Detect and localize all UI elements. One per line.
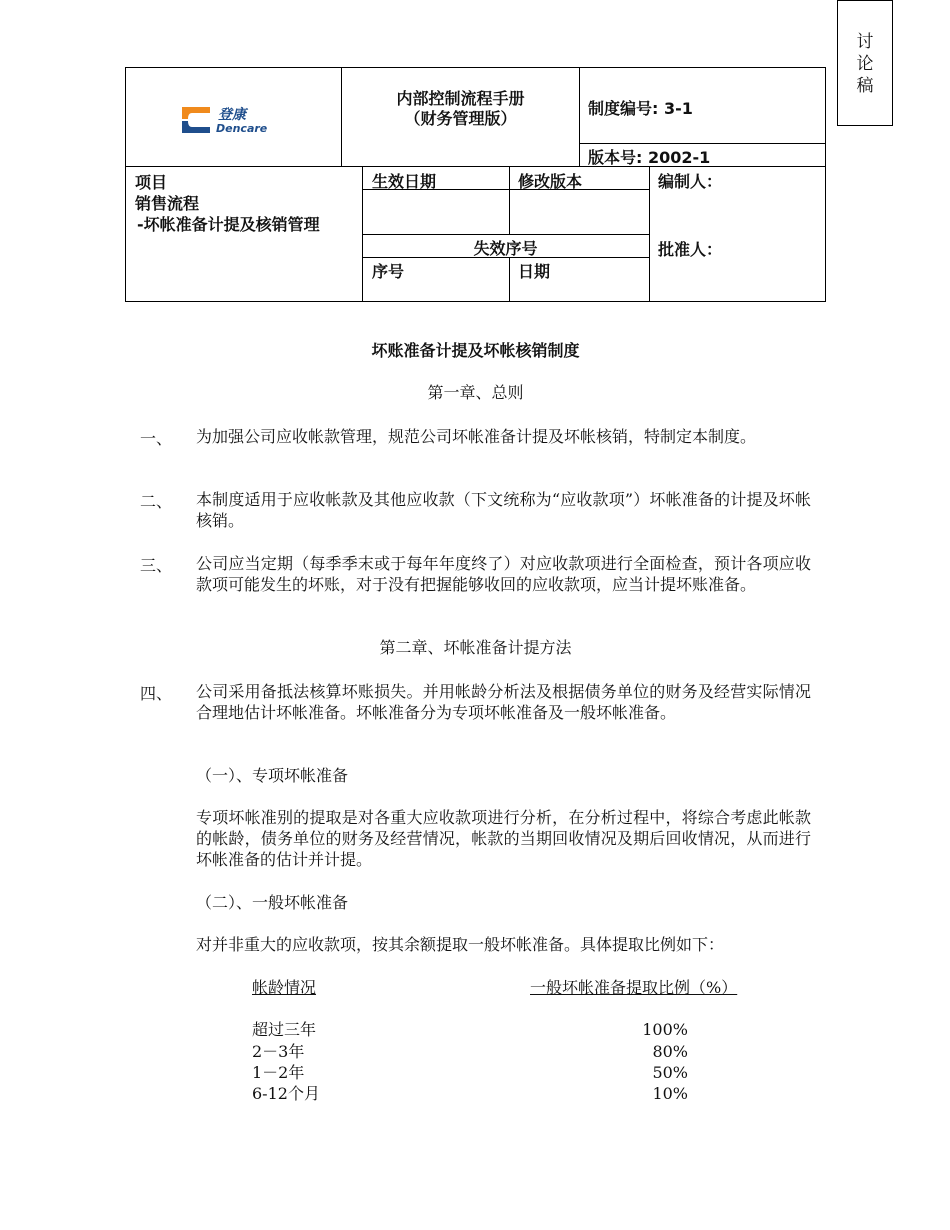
table-header-age: 帐龄情况 — [252, 978, 317, 997]
chapter2-heading: 第二章、坏帐准备计提方法 — [379, 638, 572, 657]
table-row-age: 1－2年 — [252, 1063, 305, 1082]
manual-title: 内部控制流程手册 — [396, 89, 525, 108]
p3-number: 三、 — [140, 556, 173, 575]
seq-label: 序号 — [372, 262, 405, 281]
table-row-ratio: 80% — [652, 1042, 688, 1061]
table-row-age: 超过三年 — [252, 1020, 317, 1039]
date-label: 日期 — [518, 262, 551, 281]
p2-number: 二、 — [140, 492, 173, 511]
draft-stamp — [837, 0, 893, 126]
company-logo — [180, 103, 280, 135]
table-row-age: 6-12个月 — [252, 1084, 320, 1103]
invalid-seq-label: 失效序号 — [473, 239, 538, 258]
logo-en: Dencare — [216, 122, 268, 135]
table-row-ratio: 10% — [652, 1084, 688, 1103]
approver-label: 批准人： — [658, 240, 723, 259]
paragraph-2: 本制度适用于应收帐款及其他应收款（下文统称为“应收款项”）坏帐准备的计提及坏帐核销。 — [196, 490, 811, 530]
effective-date-label: 生效日期 — [372, 172, 437, 191]
paragraph-1: 为加强公司应收帐款管理，规范公司坏帐准备计提及坏帐核销，特制定本制度。 — [196, 427, 757, 446]
project-line2: -坏帐准备计提及核销管理 — [137, 215, 320, 234]
paragraph-3: 公司应当定期（每季季末或于每年年度终了）对应收款项进行全面检查，预计各项应收款项可能发生的坏账，对于没有把握能够收回的应收款项，应当计提坏账准备。 — [196, 554, 811, 594]
sub-paragraph-1: 专项坏帐准别的提取是对各重大应收款项进行分析，在分析过程中，将综合考虑此帐款的帐龄，债务单位的财务及经营情况，帐款的当期回收情况及期后回收情况，从而进行坏帐准备的估计并计提。 — [196, 808, 811, 869]
manual-subtitle: （财务管理版） — [404, 109, 517, 128]
author-label: 编制人： — [658, 172, 723, 191]
sub-heading-2: （二）、一般坏帐准备 — [196, 893, 349, 912]
table-row-ratio: 50% — [652, 1063, 688, 1082]
logo-cn: 登康 — [218, 107, 246, 123]
sub-paragraph-2: 对并非重大的应收款项，按其余额提取一般坏帐准备。具体提取比例如下： — [196, 935, 725, 954]
p4-number: 四、 — [140, 684, 173, 703]
draft-char: 稿 — [856, 76, 874, 96]
table-row-ratio: 100% — [642, 1020, 688, 1039]
revision-label: 修改版本 — [518, 172, 583, 191]
draft-char: 论 — [856, 54, 874, 74]
sub-heading-1: （一）、专项坏帐准备 — [196, 766, 349, 785]
p1-number: 一、 — [140, 429, 173, 448]
table-header-ratio: 一般坏帐准备提取比例（%） — [530, 978, 738, 997]
doc-title: 坏账准备计提及坏帐核销制度 — [371, 341, 580, 360]
project-label: 项目 — [135, 173, 168, 192]
version-no: 版本号: 2002-1 — [588, 148, 711, 167]
chapter1-heading: 第一章、总则 — [427, 383, 524, 402]
paragraph-4: 公司采用备抵法核算坏账损失。并用帐龄分析法及根据债务单位的财务及经营实际情况合理地估计坏帐准备。坏帐准备分为专项坏帐准备及一般坏帐准备。 — [196, 682, 811, 722]
table-row-age: 2－3年 — [252, 1042, 305, 1061]
draft-char: 讨 — [856, 32, 874, 52]
policy-code: 制度编号: 3-1 — [588, 99, 693, 118]
project-line1: 销售流程 — [135, 194, 200, 213]
